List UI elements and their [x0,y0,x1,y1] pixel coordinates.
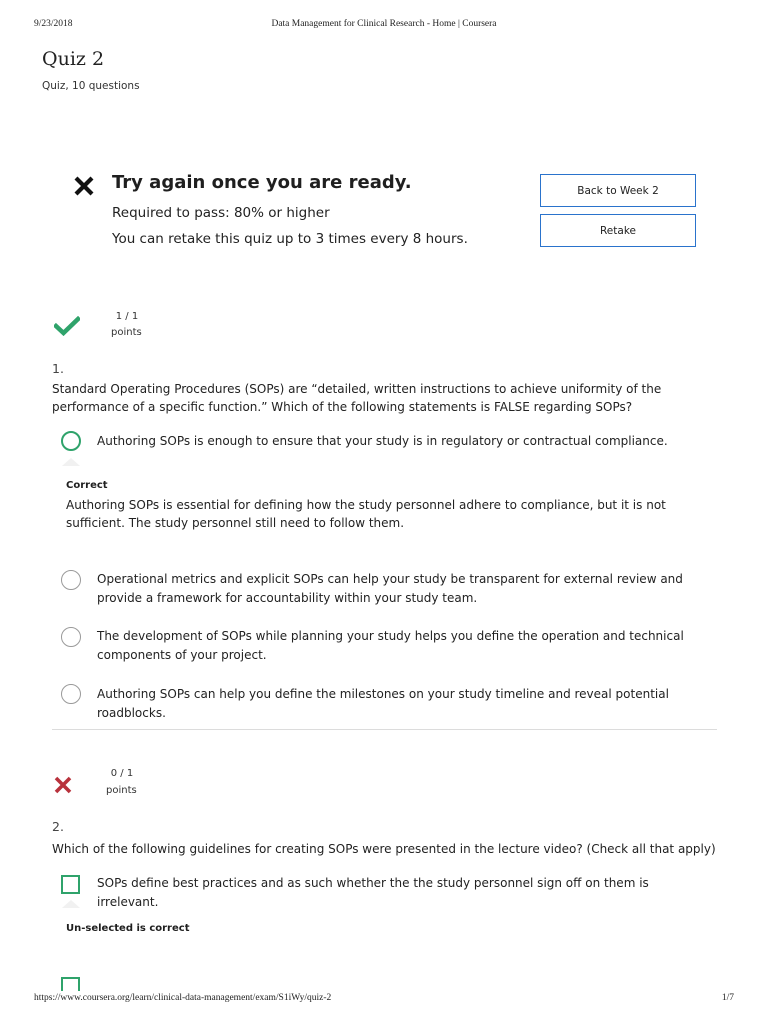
page-title: Quiz 2 [42,48,105,70]
question-score: 1 / 1 [115,311,139,322]
option-radio[interactable] [61,570,81,590]
option-text: Authoring SOPs is enough to ensure that your study is in regulatory or contractual compliance. [97,434,668,448]
back-to-week-button[interactable]: Back to Week 2 [540,174,696,207]
feedback-title: Un-selected is correct [66,923,190,934]
option-text: Operational metrics and explicit SOPs can help your study be transparent for external review and provide a framework for accountability within your study team. [97,572,683,605]
print-date: 9/23/2018 [34,19,73,29]
feedback-pointer [62,900,80,908]
feedback-title: Correct [66,480,108,491]
option-text: Authoring SOPs can help you define the milestones on your study timeline and reveal potential roadblocks. [97,687,669,720]
question-text: Standard Operating Procedures (SOPs) are “detailed, written instructions to achieve uniformity of the performance of a specific function.” Which of the following statements is FALSE regarding SOPs? [52,382,662,414]
feedback-pointer [62,458,80,466]
checkmark-icon [54,316,80,340]
points-label: points [111,327,142,338]
pass-requirement: Required to pass: 80% or higher [112,205,330,221]
option-checkbox[interactable] [61,875,80,894]
retake-info: You can retake this quiz up to 3 times every 8 hours. [112,231,468,247]
quiz-subtitle: Quiz, 10 questions [42,80,140,92]
print-page-title: Data Management for Clinical Research - Home | Coursera [271,19,497,29]
points-label: points [106,785,137,796]
option-radio[interactable] [61,684,81,704]
question-score: 0 / 1 [110,768,134,779]
option-checkbox[interactable] [61,977,80,991]
option-radio-selected[interactable] [61,431,81,451]
option-text: SOPs define best practices and as such whether the the study personnel sign off on them is irrelevant. [97,876,649,909]
question-divider [52,729,717,730]
retake-button[interactable]: Retake [540,214,696,247]
option-radio[interactable] [61,627,81,647]
x-icon [72,174,96,198]
feedback-body: Authoring SOPs is essential for defining how the study personnel adhere to compliance, but it is not sufficient. The study personnel still need to follow them. [66,498,666,530]
question-number: 1. [52,361,64,376]
question-number: 2. [52,819,64,834]
result-heading: Try again once you are ready. [112,172,412,193]
x-mark-icon [54,776,72,798]
question-text: Which of the following guidelines for creating SOPs were presented in the lecture video? (Check all that apply) [52,842,716,856]
print-page-number: 1/7 [721,993,734,1003]
print-url: https://www.coursera.org/learn/clinical-data-management/exam/S1iWy/quiz-2 [34,993,332,1003]
option-text: The development of SOPs while planning your study helps you define the operation and technical components of your project. [97,629,684,662]
